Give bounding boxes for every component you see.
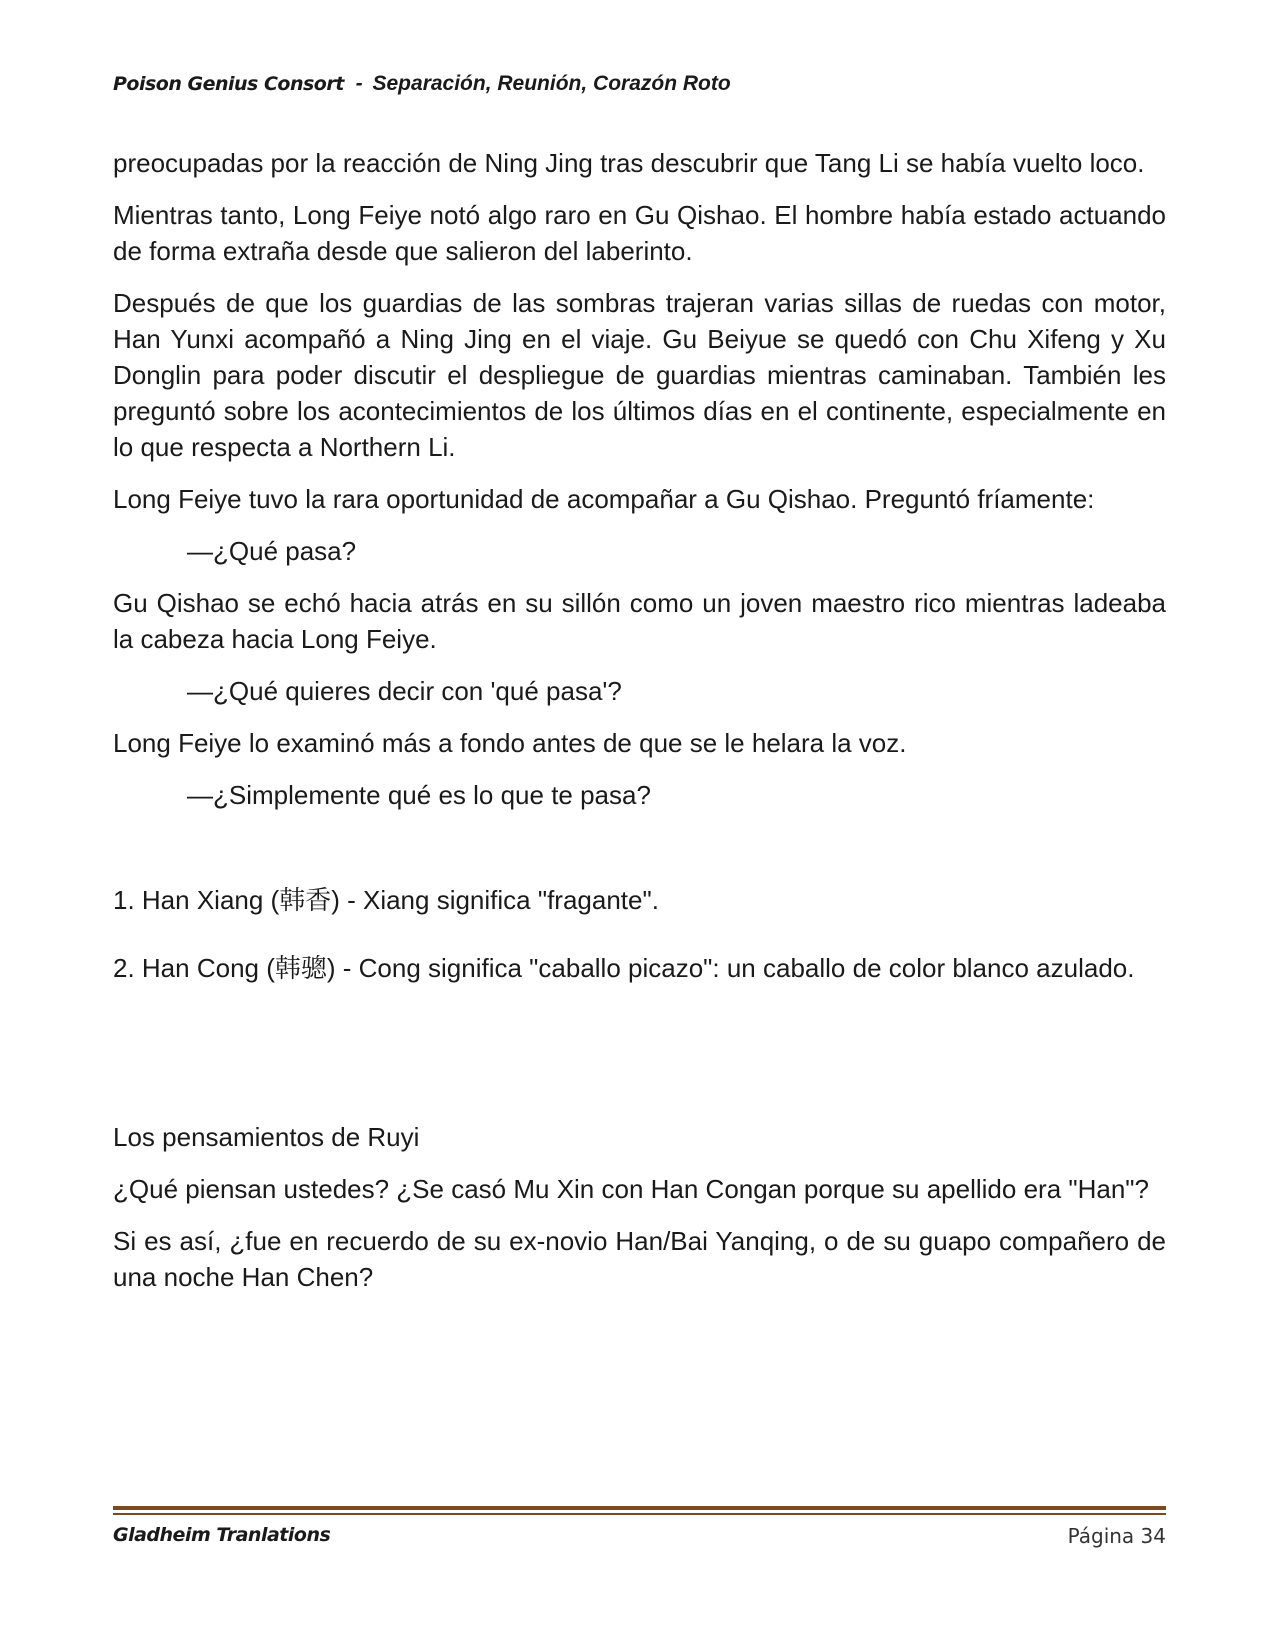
dialogue-line: —¿Qué pasa? [187,536,357,566]
footer-publisher: Gladheim Tranlations [113,1524,331,1546]
header-separator: - [355,72,363,95]
footer-divider [113,1506,1166,1510]
paragraph: Long Feiye tuvo la rara oportunidad de acompañar a Gu Qishao. Preguntó fríamente: [113,484,1095,514]
dialogue-line: —¿Simplemente qué es lo que te pasa? [187,780,651,810]
section-gap [113,829,1166,877]
footnote: 2. Han Cong (韩骢) - Cong significa "caballo picazo": un caballo de color blanco azulado. [113,953,1135,983]
paragraph: Long Feiye lo examinó más a fondo antes de que se le helara la voz. [113,728,907,758]
page-number: Página 34 [1067,1524,1166,1548]
afterword-title: Los pensamientos de Ruyi [113,1122,420,1152]
paragraph: Después de que los guardias de las sombras trajeran varias sillas de ruedas con motor, Han Yunxi acompañó a Ning Jing en el viaje. Gu Beiyue se quedó con Chu Xifeng y Xu Donglin para poder discutir el despliegue de guardias mientras caminaban. También les preguntó sobre los acontecimientos de los últimos días en el continente, especialmente en lo que respecta a Northern Li. [113,288,1166,462]
afterword-paragraph: Si es así, ¿fue en recuerdo de su ex-novio Han/Bai Yanqing, o de su guapo compañero de una noche Han Chen? [113,1226,1166,1292]
footer-divider-thin [113,1513,1166,1515]
dialogue-line: —¿Qué quieres decir con 'qué pasa'? [187,676,622,706]
page-body [113,145,1166,1311]
paragraph: preocupadas por la reacción de Ning Jing tras descubrir que Tang Li se había vuelto loco. [113,148,1145,178]
paragraph: Mientras tanto, Long Feiye notó algo raro en Gu Qishao. El hombre había estado actuando de forma extraña desde que salieron del laberinto. [113,200,1166,266]
paragraph: Gu Qishao se echó hacia atrás en su sillón como un joven maestro rico mientras ladeaba la cabeza hacia Long Feiye. [113,588,1166,654]
footnote: 1. Han Xiang (韩香) - Xiang significa "fragante". [113,885,659,915]
section-gap [113,1013,1166,1119]
running-header [113,72,731,96]
chapter-title: Separación, Reunión, Corazón Roto [372,72,731,95]
book-title: Poison Genius Consort [113,73,344,95]
afterword-paragraph: ¿Qué piensan ustedes? ¿Se casó Mu Xin con Han Congan porque su apellido era "Han"? [113,1174,1149,1204]
